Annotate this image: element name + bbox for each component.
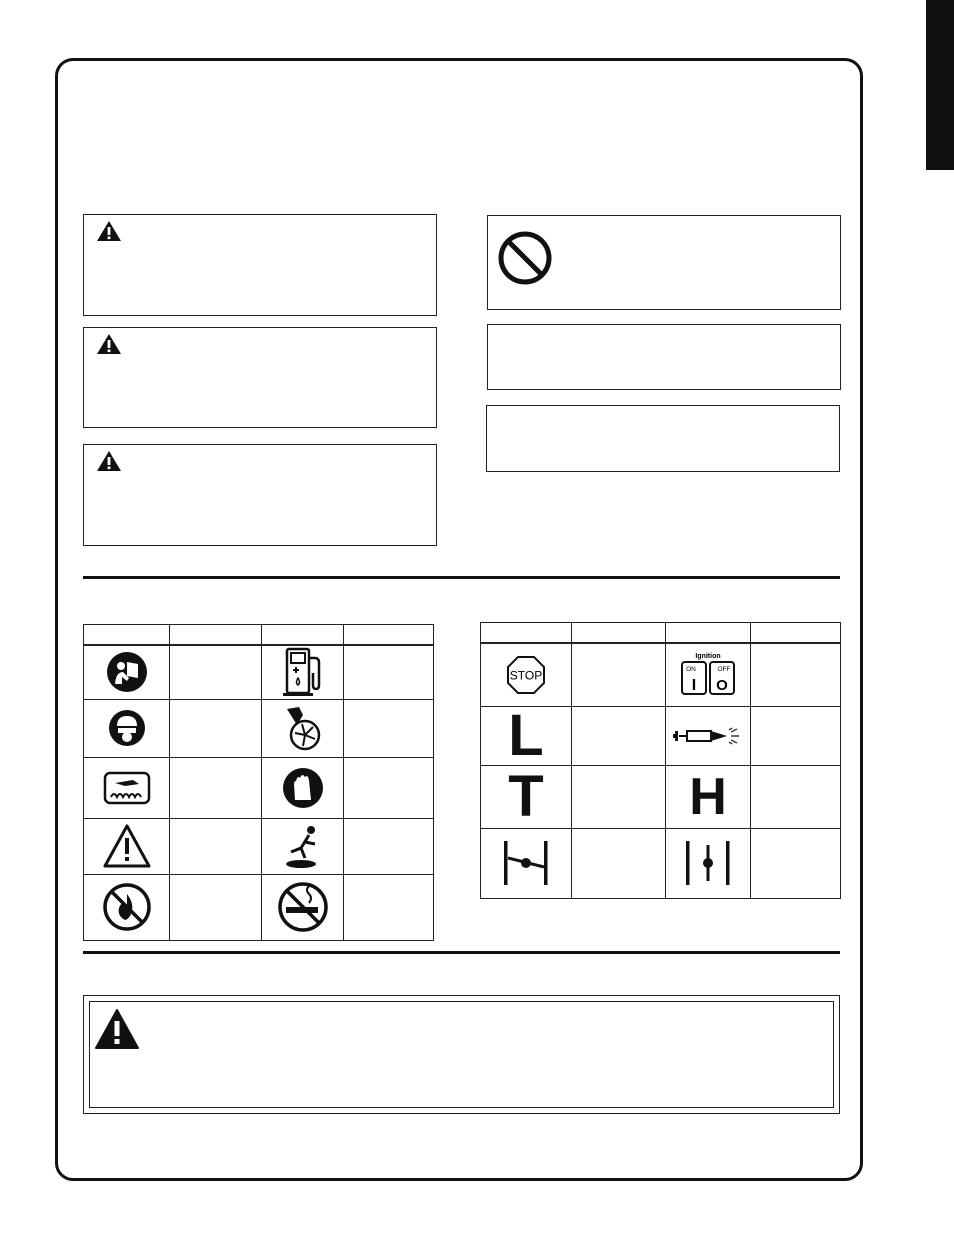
- symbols-table-right: [480, 622, 841, 899]
- hot-surface-icon: [103, 771, 151, 805]
- stop-text: STOP: [509, 668, 543, 683]
- ignition-switch-icon: [678, 651, 738, 699]
- read-manual-icon: [105, 650, 149, 694]
- notice-box-important: [486, 405, 840, 472]
- section-divider: [83, 951, 840, 954]
- caution-triangle-icon: [102, 823, 152, 869]
- table-row: [84, 699, 434, 757]
- rotating-blade-hand-icon: [281, 703, 325, 753]
- no-smoking-icon: [277, 881, 329, 933]
- high-speed-h-glyph: H: [689, 767, 727, 826]
- notice-box-prohibited: [487, 215, 841, 310]
- warning-triangle-icon: [96, 220, 122, 242]
- table-row: [481, 765, 841, 828]
- prohibited-icon: [496, 229, 554, 287]
- notice-box-caution: [83, 444, 437, 546]
- slip-hazard-icon: [281, 822, 325, 870]
- fuel-pump-icon: [281, 646, 325, 698]
- table-row: [84, 818, 434, 874]
- notice-box-danger: [83, 214, 437, 316]
- ignition-label: Ignition: [695, 652, 721, 660]
- section-divider: [83, 576, 840, 579]
- table-row: [84, 645, 434, 699]
- table-row: [481, 643, 841, 706]
- warning-triangle-icon: [94, 1008, 140, 1050]
- choke-closed-icon: [498, 837, 554, 889]
- ignition-on-label: ON: [686, 665, 696, 673]
- notice-box-note: [487, 324, 841, 390]
- table-header-row: [84, 625, 434, 646]
- notice-box-warning: [83, 327, 437, 428]
- table-row: [481, 706, 841, 765]
- top-t-glyph: T: [508, 763, 544, 829]
- chapter-tab: [926, 0, 954, 170]
- bottom-warning-inner-border: [89, 1001, 834, 1108]
- ignition-off-glyph: O: [716, 676, 728, 694]
- table-row: [84, 874, 434, 940]
- stop-sign-icon: [506, 655, 546, 695]
- table-row: [84, 757, 434, 818]
- primer-bulb-icon: [671, 724, 745, 748]
- table-row: [481, 828, 841, 898]
- warning-triangle-icon: [96, 333, 122, 355]
- symbols-table-left: [83, 624, 434, 941]
- ignition-on-glyph: I: [691, 676, 697, 694]
- bottom-warning-box: [83, 995, 840, 1114]
- eye-ear-protection-icon: [107, 708, 147, 748]
- no-open-flame-icon: [102, 882, 152, 932]
- ignition-off-label: OFF: [717, 665, 731, 673]
- choke-open-icon: [680, 837, 736, 889]
- table-header-row: [481, 623, 841, 644]
- gloves-icon: [281, 766, 325, 810]
- low-speed-l-glyph: L: [508, 702, 544, 768]
- warning-triangle-icon: [96, 450, 122, 472]
